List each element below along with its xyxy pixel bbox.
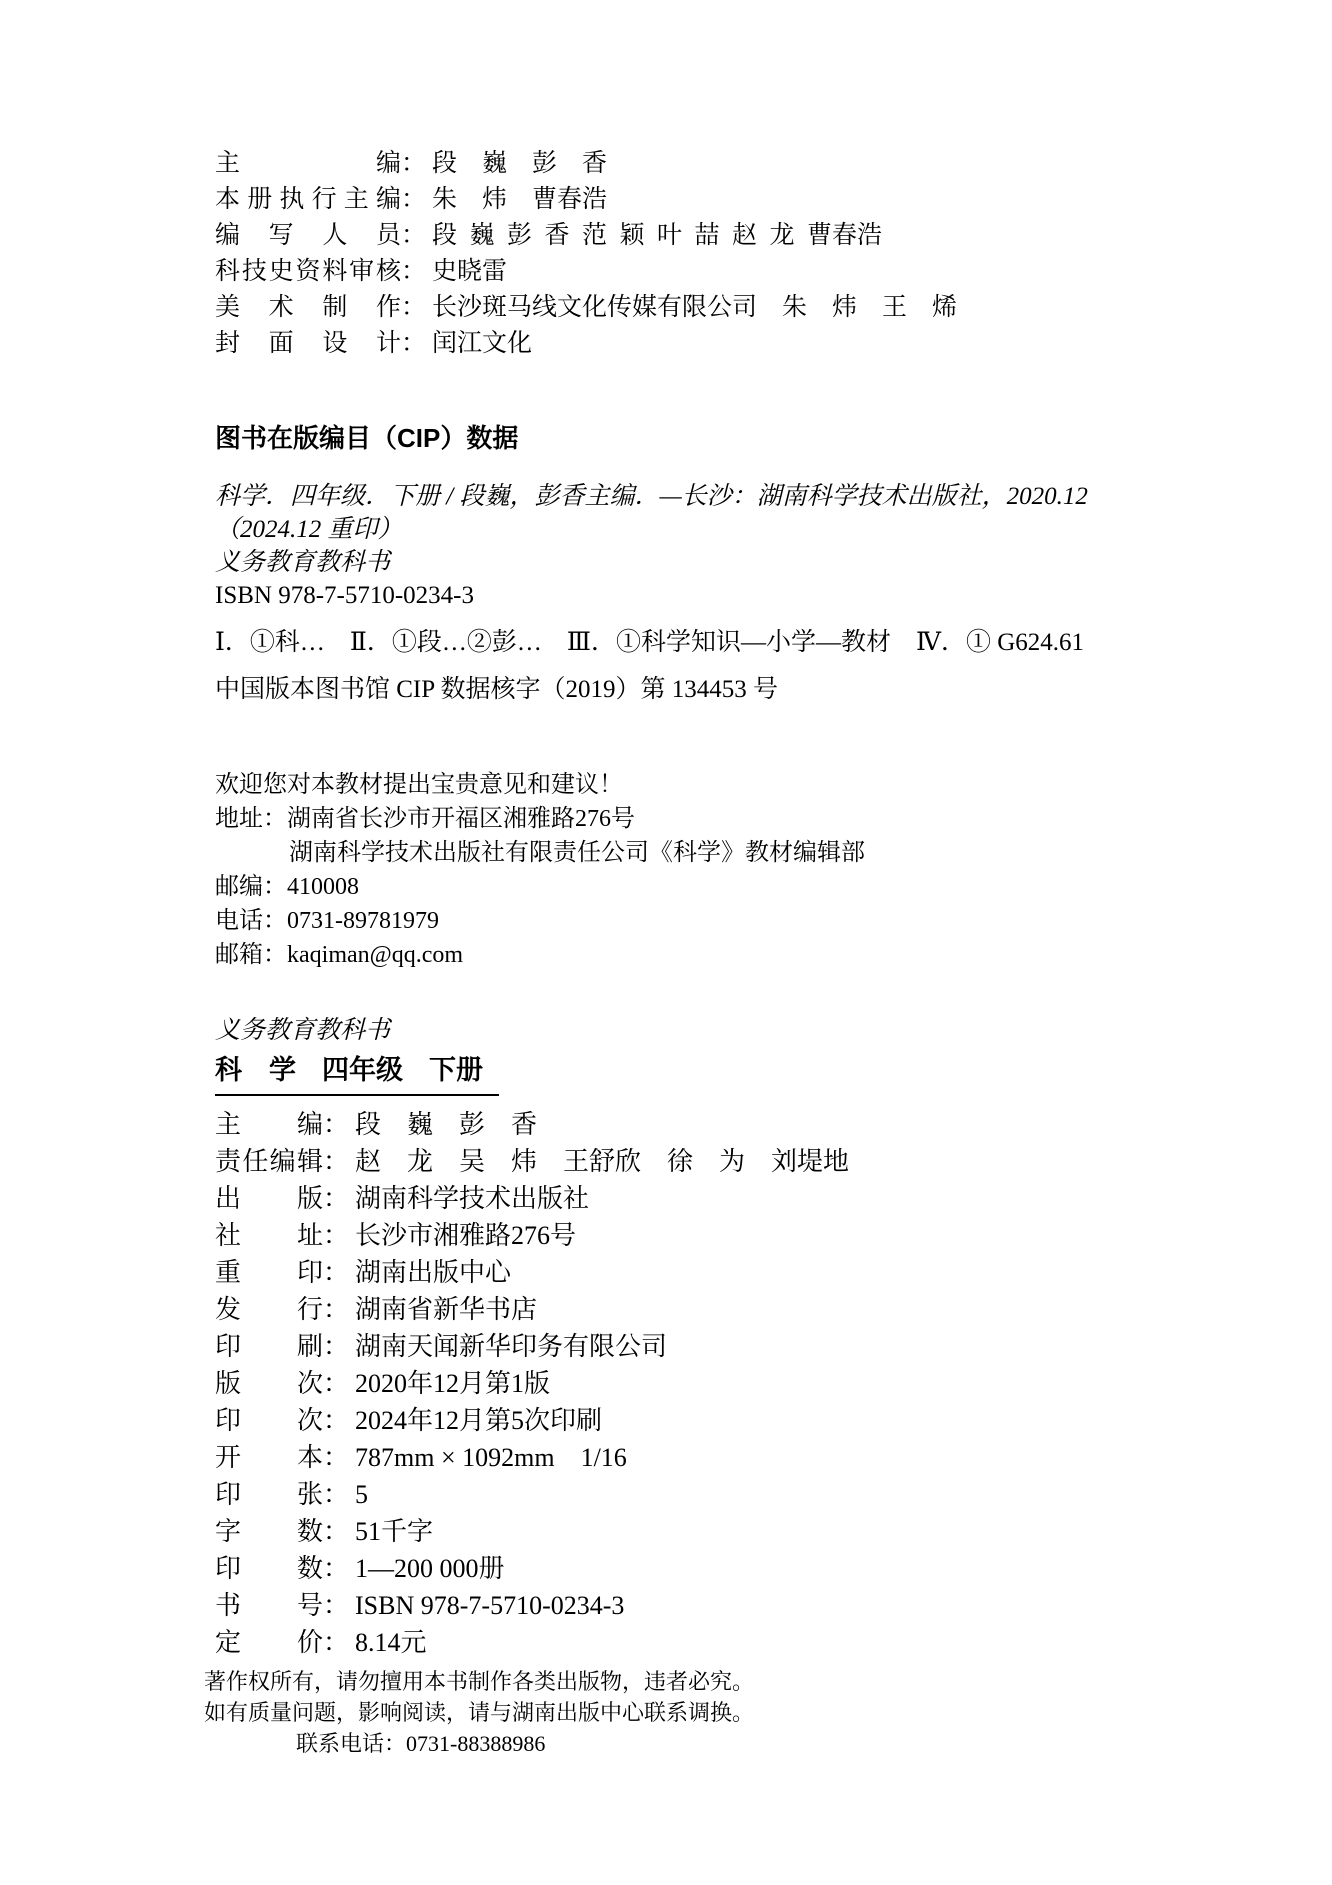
address-value-line2: 湖南科学技术出版社有限责任公司《科学》教材编辑部 (289, 840, 865, 866)
field-label: 印 次 (215, 1406, 323, 1435)
cip-block (215, 422, 1088, 706)
phone-value: 0731-89781979 (287, 908, 439, 934)
book-volume: 下册 (429, 1055, 483, 1085)
field-value: 赵 龙 吴 炜 王舒欣 徐 为 刘堤地 (355, 1147, 850, 1176)
colophon-row-publisher (215, 1180, 849, 1217)
colophon-row-word-count (215, 1513, 849, 1550)
field-label: 印 刷 (215, 1332, 323, 1361)
colophon-row-impression (215, 1402, 849, 1439)
cip-record-line2: （2024.12 重印） (215, 516, 403, 543)
field-label: 字 数 (215, 1517, 323, 1546)
address-row-2 (215, 836, 865, 870)
field-label: 印 张 (215, 1480, 323, 1509)
colon-separator: ： (323, 1443, 350, 1472)
phone-label: 电话： (215, 908, 287, 934)
email-row (215, 938, 865, 972)
field-value: 51千字 (355, 1517, 434, 1546)
address-row (215, 802, 865, 836)
colon-separator: ： (323, 1369, 350, 1398)
contact-phone-label: 联系电话： (296, 1731, 407, 1756)
colophon-row-publisher-address (215, 1217, 849, 1254)
field-value: 段 巍 彭 香 (432, 150, 608, 177)
field-label: 主 编 (215, 150, 401, 177)
editors-row-writers (215, 218, 957, 254)
colon-separator: ： (323, 1147, 350, 1176)
copyright-notice: 著作权所有，请勿擅用本书制作各类出版物，违者必究。 (204, 1669, 755, 1694)
colon-separator: ： (401, 258, 427, 285)
field-value: 湖南省新华书店 (355, 1295, 538, 1324)
colon-separator: ： (323, 1184, 350, 1213)
colophon-row-distributor (215, 1291, 849, 1328)
field-label: 版 次 (215, 1369, 323, 1398)
book-title: 科 学 (215, 1055, 296, 1085)
editors-row-chief (215, 146, 957, 182)
field-value: 史晓雷 (432, 258, 508, 285)
field-value: 1—200 000册 (355, 1554, 505, 1583)
cip-registry-number: 中国版本图书馆 CIP 数据核字（2019）第 134453 号 (215, 676, 778, 703)
series-name: 义务教育教科书 (215, 1017, 391, 1044)
book-grade: 四年级 (322, 1055, 403, 1085)
colon-separator: ： (401, 150, 427, 177)
field-value: 段 巍 彭 香 (355, 1110, 538, 1139)
field-value: 8.14元 (355, 1628, 427, 1657)
cip-record (215, 480, 1088, 612)
field-value: 长沙市湘雅路276号 (355, 1221, 577, 1250)
address-value: 湖南省长沙市开福区湘雅路276号 (287, 806, 635, 832)
field-value: 湖南出版中心 (355, 1258, 512, 1287)
colophon-row-chief-editor (215, 1106, 849, 1143)
address-label: 地址： (215, 806, 287, 832)
colophon-block (215, 1012, 849, 1661)
editors-row-cover-design (215, 326, 957, 362)
colophon-row-responsible-editor (215, 1143, 849, 1180)
contact-phone-value: 0731-88388986 (406, 1731, 546, 1756)
field-label: 印 数 (215, 1554, 323, 1583)
field-value: 湖南科学技术出版社 (355, 1184, 590, 1213)
cip-classification: Ⅰ．①科… Ⅱ．①段…②彭… Ⅲ．①科学知识—小学—教材 Ⅳ．① G624.61 (215, 629, 1085, 656)
phone-row (215, 904, 865, 938)
colon-separator: ： (323, 1258, 350, 1287)
postcode-value: 410008 (287, 874, 359, 900)
field-value: 朱 炜 曹春浩 (432, 186, 608, 213)
feedback-welcome: 欢迎您对本教材提出宝贵意见和建议！ (215, 772, 623, 798)
cip-heading: 图书在版编目（CIP）数据 (215, 423, 519, 453)
colon-separator: ： (323, 1517, 350, 1546)
field-value: 湖南天闻新华印务有限公司 (355, 1332, 668, 1361)
editors-row-executive (215, 182, 957, 218)
colon-separator: ： (323, 1406, 350, 1435)
colophon-row-sheets (215, 1476, 849, 1513)
field-value: 2024年12月第5次印刷 (355, 1406, 603, 1435)
colon-separator: ： (323, 1628, 350, 1657)
colophon-row-printer (215, 1328, 849, 1365)
colon-separator: ： (401, 330, 427, 357)
field-value: 长沙斑马线文化传媒有限公司 朱 炜 王 烯 (432, 294, 958, 321)
email-value: kaqiman@qq.com (287, 942, 464, 968)
email-label: 邮箱： (215, 942, 287, 968)
colon-separator: ： (323, 1295, 350, 1324)
colon-separator: ： (401, 222, 427, 249)
colon-separator: ： (323, 1221, 350, 1250)
colon-separator: ： (323, 1332, 350, 1361)
field-label: 主 编 (215, 1110, 323, 1139)
colophon-rows (215, 1106, 849, 1661)
book-title-wrap (215, 1052, 849, 1096)
cip-series: 义务教育教科书 (215, 549, 391, 576)
field-label: 发 行 (215, 1295, 323, 1324)
book-title-line (215, 1052, 499, 1096)
field-label: 重 印 (215, 1258, 323, 1287)
notices-block (204, 1666, 754, 1759)
editors-block (215, 146, 957, 362)
feedback-block (215, 768, 865, 972)
field-label: 出 版 (215, 1184, 323, 1213)
colon-separator: ： (323, 1110, 350, 1139)
contact-phone-row (204, 1728, 754, 1759)
cip-record-line1: 科学．四年级．下册 / 段巍，彭香主编．—长沙：湖南科学技术出版社，2020.12 (215, 483, 1088, 510)
field-label: 开 本 (215, 1443, 323, 1472)
colophon-row-edition (215, 1365, 849, 1402)
colon-separator: ： (401, 186, 427, 213)
editors-row-history-review (215, 254, 957, 290)
field-label: 定 价 (215, 1628, 323, 1657)
postcode-row (215, 870, 865, 904)
field-value: ISBN 978-7-5710-0234-3 (355, 1591, 625, 1620)
field-value: 2020年12月第1版 (355, 1369, 551, 1398)
colon-separator: ： (323, 1554, 350, 1583)
colophon-row-reprint (215, 1254, 849, 1291)
postcode-label: 邮编： (215, 874, 287, 900)
editors-row-art (215, 290, 957, 326)
colophon-row-print-run (215, 1550, 849, 1587)
field-label: 封 面 设 计 (215, 330, 401, 357)
field-label: 书 号 (215, 1591, 323, 1620)
field-label: 美 术 制 作 (215, 294, 401, 321)
field-label: 社 址 (215, 1221, 323, 1250)
colophon-row-price (215, 1624, 849, 1661)
field-label: 责任编辑 (215, 1147, 323, 1176)
cip-isbn: ISBN 978-7-5710-0234-3 (215, 582, 475, 609)
colophon-row-isbn (215, 1587, 849, 1624)
field-value: 闰江文化 (432, 330, 533, 357)
field-label: 编 写 人 员 (215, 222, 401, 249)
field-label: 科技史资料审核 (215, 258, 401, 285)
colophon-row-format (215, 1439, 849, 1476)
field-value: 5 (355, 1480, 369, 1509)
colon-separator: ： (323, 1591, 350, 1620)
quality-notice: 如有质量问题，影响阅读，请与湖南出版中心联系调换。 (204, 1700, 755, 1725)
field-value: 段 巍 彭 香 范 颖 叶 喆 赵 龙 曹春浩 (432, 222, 883, 249)
field-value: 787mm × 1092mm 1/16 (355, 1443, 627, 1472)
colon-separator: ： (401, 294, 427, 321)
colon-separator: ： (323, 1480, 350, 1509)
field-label: 本册执行主编 (215, 186, 401, 213)
